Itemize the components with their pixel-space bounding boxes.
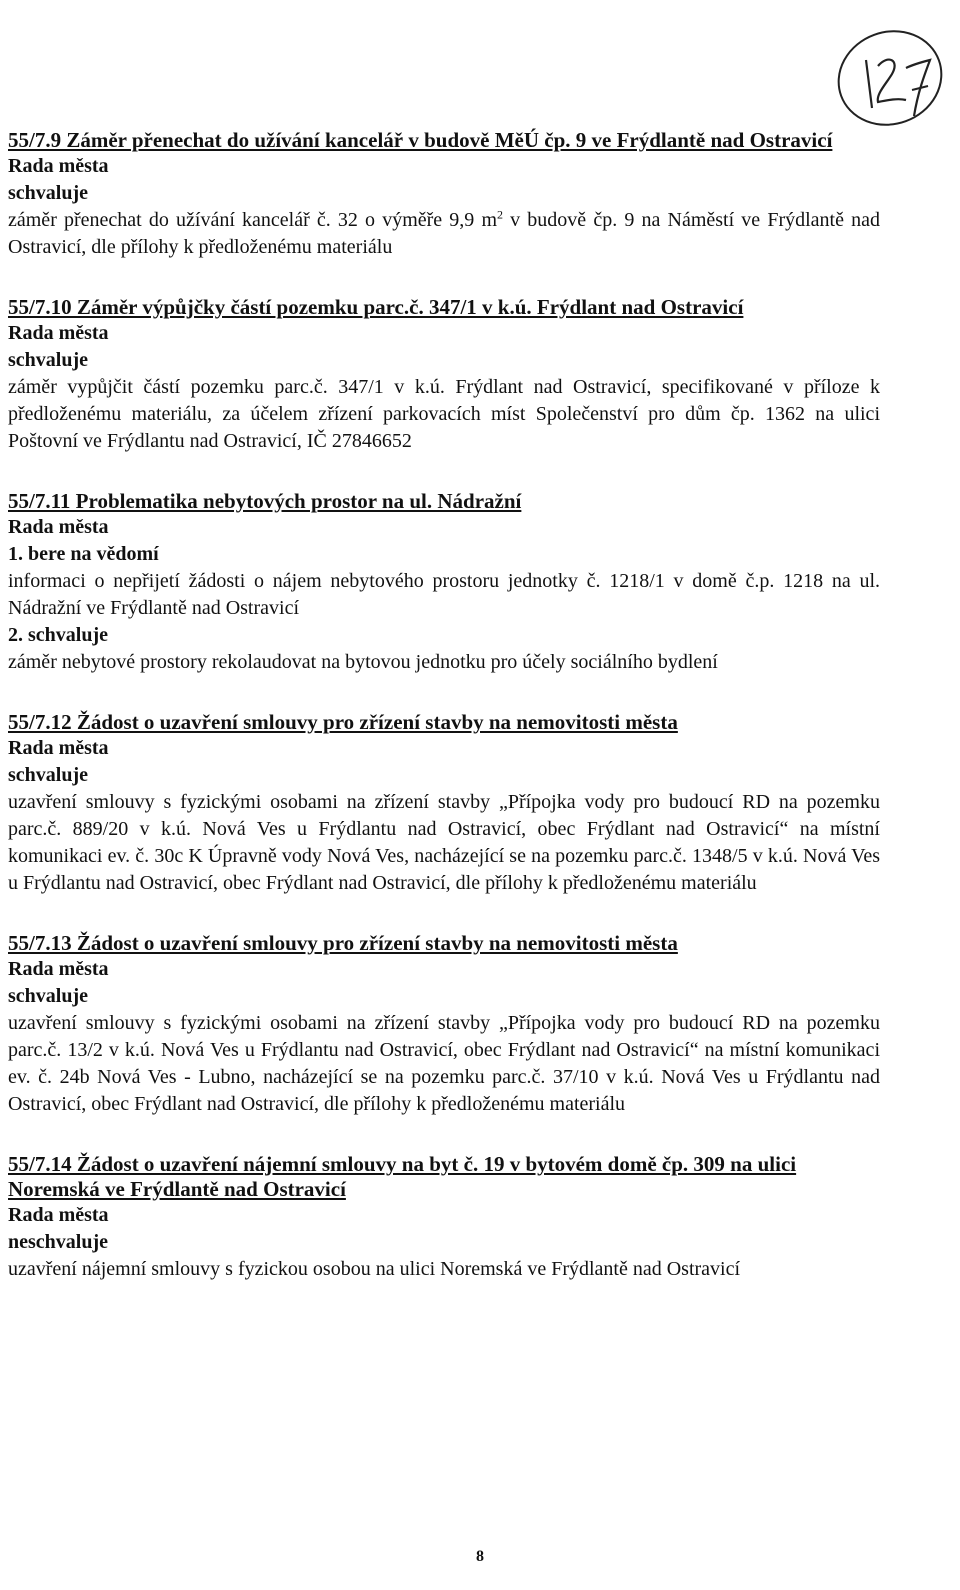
superscript: 2 — [497, 207, 504, 222]
resolution-verb: schvaluje — [8, 985, 88, 1007]
resolution-55-7-10 — [8, 295, 880, 455]
resolution-text: informaci o nepřijetí žádosti o nájem nebytového prostoru jednotky č. 1218/1 v domě č.p. 1218 na ul. Nádražní ve Frýdlantě nad Ostravicí — [8, 570, 880, 619]
resolution-body: Rada města — [8, 958, 109, 980]
resolution-verb: 1. bere na vědomí — [8, 543, 159, 565]
handwritten-stamp — [828, 20, 946, 138]
resolutions — [8, 128, 880, 1317]
resolution-heading: 55/7.9 Záměr přenechat do užívání kancelář v budově MěÚ čp. 9 ve Frýdlantě nad Ostravicí — [8, 128, 833, 152]
resolution-55-7-13 — [8, 931, 880, 1118]
resolution-heading: 55/7.13 Žádost o uzavření smlouvy pro zřízení stavby na nemovitosti města — [8, 931, 678, 955]
resolution-text: záměr nebytové prostory rekolaudovat na bytovou jednotku pro účely sociálního bydlení — [8, 651, 718, 673]
resolution-text: uzavření nájemní smlouvy s fyzickou osobou na ulici Noremská ve Frýdlantě nad Ostravicí — [8, 1258, 741, 1280]
page-number: 8 — [476, 1548, 484, 1565]
resolution-verb: schvaluje — [8, 764, 88, 786]
resolution-text — [8, 207, 880, 261]
resolution-body: Rada města — [8, 155, 109, 177]
resolution-text: uzavření smlouvy s fyzickými osobami na zřízení stavby „Přípojka vody pro budoucí RD na pozemku parc.č. 13/2 v k.ú. Nová Ves u Frýdlantu nad Ostravicí, obec Frýdlant nad Ostravicí“ na místní komunikaci ev. č. 24b Nová Ves - Lubno, nacházející se na pozemku parc.č. 37/10 v k.ú. Nová Ves u Frýdlantu nad Ostravicí, obec Frýdlant nad Ostravicí, dle přílohy k předloženému materiálu — [8, 1012, 880, 1115]
resolution-body: Rada města — [8, 322, 109, 344]
resolution-verb: schvaluje — [8, 182, 88, 204]
resolution-55-7-9 — [8, 128, 880, 261]
resolution-text: uzavření smlouvy s fyzickými osobami na zřízení stavby „Přípojka vody pro budoucí RD na pozemku parc.č. 889/20 v k.ú. Nová Ves u Frýdlantu nad Ostravicí, obec Frýdlant nad Ostravicí“ na místní komunikaci ev. č. 30c K Úpravně vody Nová Ves, nacházející se na pozemku parc.č. 1348/5 v k.ú. Nová Ves u Frýdlantu nad Ostravicí, obec Frýdlant nad Ostravicí, dle přílohy k předloženému materiálu — [8, 791, 880, 894]
resolution-body: Rada města — [8, 516, 109, 538]
resolution-verb: neschvaluje — [8, 1231, 108, 1253]
resolution-heading: 55/7.10 Záměr výpůjčky částí pozemku parc.č. 347/1 v k.ú. Frýdlant nad Ostravicí — [8, 295, 744, 319]
resolution-text-part: v budově čp. 9 na Náměstí ve Frýdlantě nad Ostravicí, dle přílohy k předloženému materiálu — [8, 209, 880, 258]
resolution-heading: 55/7.12 Žádost o uzavření smlouvy pro zřízení stavby na nemovitosti města — [8, 710, 678, 734]
resolution-verb: 2. schvaluje — [8, 624, 108, 646]
resolution-body: Rada města — [8, 1204, 109, 1226]
resolution-text-part: záměr přenechat do užívání kancelář č. 32 o výměře 9,9 m — [8, 209, 498, 231]
resolution-55-7-14 — [8, 1152, 880, 1283]
resolution-verb: schvaluje — [8, 349, 88, 371]
resolution-heading: 55/7.11 Problematika nebytových prostor na ul. Nádražní — [8, 489, 522, 513]
resolution-55-7-11 — [8, 489, 880, 676]
resolution-body: Rada města — [8, 737, 109, 759]
resolution-55-7-12 — [8, 710, 880, 897]
resolution-heading: 55/7.14 Žádost o uzavření nájemní smlouvy na byt č. 19 v bytovém domě čp. 309 na ulici Noremská ve Frýdlantě nad Ostravicí — [8, 1152, 797, 1201]
resolution-text: záměr vypůjčit částí pozemku parc.č. 347/1 v k.ú. Frýdlant nad Ostravicí, specifikované v příloze k předloženému materiálu, za účelem zřízení parkovacích míst Společenství pro dům čp. 1362 na ulici Poštovní ve Frýdlantu nad Ostravicí, IČ 27846652 — [8, 376, 880, 452]
